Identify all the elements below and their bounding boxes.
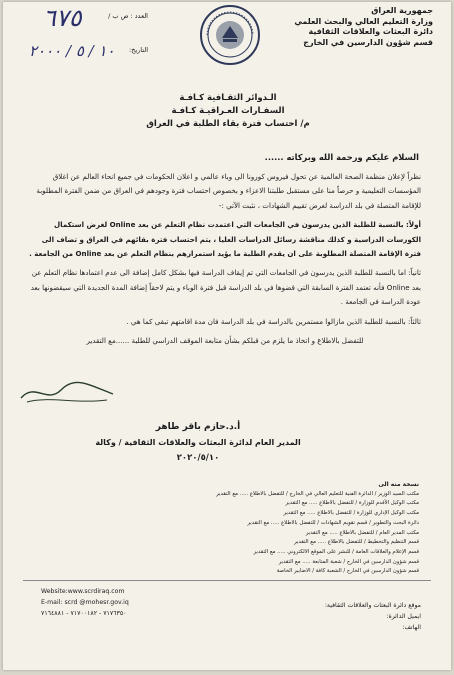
document-page [3, 2, 451, 670]
directorate-line: دائرة البعثات والعلاقات الثقافية [308, 27, 433, 36]
date-label: التاريخ: [128, 46, 148, 54]
website-label: موقع دائرة البعثات والعلاقات الثقافية: [324, 602, 421, 609]
department-line: قسم شؤون الدارسين في الخارج [303, 37, 433, 47]
list-item: مكتب السيد الوزير / الدائرة الفنية للتعليم العالي في الخارج / للتفضل بالاطلاع ..... مع التقدير [216, 490, 419, 497]
list-item: دائرة البحث والتطوير / قسم تقويم الشهادات / للتفضل بالاطلاع ..... مع التقدير [247, 519, 419, 526]
signature-date: ٢٠٢٠/٥/١٠ [176, 453, 220, 463]
phone-text: ٧١٧٦٣٥٠ - ٧١٧٠٠١٨٢ - ٧١٦٤٨٨١ [41, 610, 127, 617]
copy-to-list [89, 480, 419, 577]
list-item: مكتب الوكيل الإداري للوزارة / للتفضل بالاطلاع ..... مع التقدير [283, 510, 419, 517]
signature-block [63, 420, 333, 466]
closing-line: للتفضل بالاطلاع و اتخاذ ما يلزم من قبلكم بشأن متابعة الموقف الدراسي للطلبة ......مع التقدير [86, 336, 364, 346]
email-label: ايميل الدائرة: [386, 613, 421, 620]
number-label: العدد : ص ب / [108, 12, 148, 20]
signature-scribble [17, 378, 117, 408]
email-text: E-mail: scrd @mohesr.gov.iq [41, 599, 129, 606]
signatory-title: المدير العام لدائرة البعثات والعلاقات الثقافية / وكالة [95, 438, 301, 447]
footer-divider [23, 580, 431, 581]
second-point: ثانياً: اما بالنسبة للطلبة الذين يدرسون في الجامعات التي تم إيقاف الدراسة فيها بشكل كامل إضافة الى عدم اعتمادها نظام التعلم عن بعد Online فأنه تعتمد الفترة السابقة التي قضوها في بلد الدراسة قبل فترة الوباء و يتم لاحقاً إضافة المدة الجديدة التي سيقضونها بعد عودة الدراسة في الجامعة . [30, 268, 421, 307]
intro-paragraph: نظراً لإعلان منظمة الصحة العالمية عن تحول فيروس كورونا الى وباء عالمي و اعلان الحكومات في جميع انحاء العالم عن اغلاق المؤسسات التعليمية و حرصاً منا على مستقبل طلبتنا الاعزاء و بخصوص احتساب فترة وجودهم في العراق من ضمن الفترة المطلوبة للإقامة المتصلة في بلد الدراسة لغرض تقييم الشهادات ، نثبت الآتي :- [36, 172, 421, 210]
recipient-line: الـدوائر الثقـافية كـافـة [179, 93, 277, 103]
letterhead-right [283, 6, 433, 48]
list-item: قسم شؤون الدارسين في الخارج / شعبة المتابعة ..... مع التقدير [278, 558, 419, 565]
signatory-name: أ.د.حازم باقر طاهر [155, 422, 241, 432]
letter-body [29, 170, 421, 353]
copy-to-heading: نسخة منه الى [378, 481, 419, 488]
list-item: قسم التنظيم والتخطيط / للتفضل بالاطلاع ..... مع التقدير [294, 539, 419, 546]
phone-label: الهاتف: [402, 624, 421, 631]
handwritten-number: ٦٧٥ [43, 4, 82, 32]
footer-left [41, 586, 201, 619]
ministry-line: وزارة التعليم العالي والبحث العلمي [294, 16, 433, 26]
greeting: السلام عليكم ورحمة الله وبركاته ...... [264, 152, 419, 162]
list-item: مكتب المدير العام / للتفضل بالاطلاع ..... مع التقدير [305, 529, 419, 536]
subject-line: م/ احتساب فترة بقاء الطلبة في العراق [146, 119, 310, 129]
list-item: قسم الإعلام والعلاقات العامة / للنشر على الموقع الالكتروني ..... مع التقدير [253, 548, 419, 555]
footer-right [261, 600, 421, 633]
third-point: ثالثاً: بالنسبة للطلبة الذين مازالوا مستمرين بالدراسة في بلد الدراسة فان مدة اقامتهم تبقى كما هي . [126, 316, 421, 326]
country-line: جمهورية العراق [371, 6, 433, 15]
recipient-line: السفـارات العـراقيـة كـافـة [171, 106, 285, 116]
handwritten-date: ١٠ / ٥ / ٢٠٠٠ [29, 42, 115, 60]
recipients [113, 92, 343, 131]
list-item: مكتب الوكيل الأقدم للوزارة / للتفضل بالاطلاع ..... مع التقدير [285, 500, 419, 507]
first-point: أولاً: بالنسبة للطلبة الذين يدرسون في الجامعات التي اعتمدت نظام التعلم عن بعد Online لغرض استكمال الكورسات الدراسية و كذلك مناقشة رسائل الدراسات العليا ، يتم احتساب فترة بقائهم في العراق و تضاف الى فترة الإقامة المتصلة المطلوبة على ان يقدم الطلبة ما يؤيد استمرارهم بنظام التعلم عن بعد Online من الجامعة . [29, 220, 421, 259]
website-text: Website:www.scrdiraq.com [41, 588, 125, 595]
ministry-seal-icon [199, 4, 261, 66]
list-item: قسم شؤون الدارسين في الخارج / الشعبة كافة / الاضابير الخاصة [276, 568, 419, 575]
